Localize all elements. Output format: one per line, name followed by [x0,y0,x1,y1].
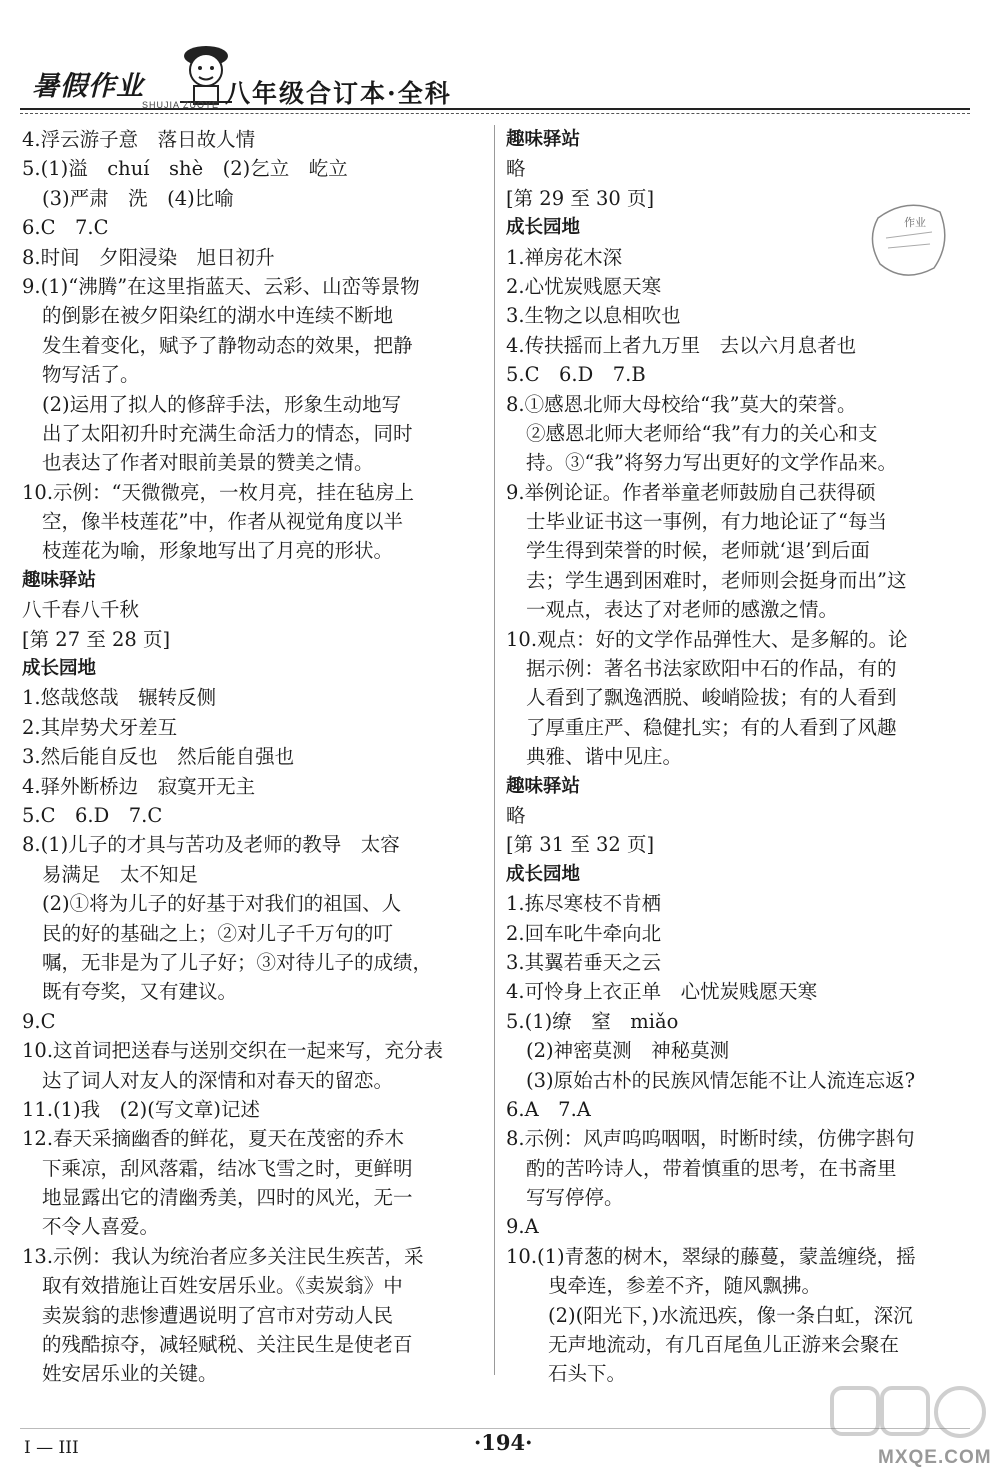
answer-line: [第 29 至 30 页] [506,186,655,210]
answer-line: 典雅、谐中见庄。 [526,745,683,769]
answer-line: 10.示例：“天微微亮，一枚月亮，挂在毡房上 [22,480,414,504]
answer-line: 略 [506,803,526,827]
header-divider-dashed [20,113,970,114]
answer-line: 2.回车叱牛牵向北 [506,921,662,945]
answer-line: 下乘凉，刮风落霜，结冰飞雪之时，更鲜明 [42,1156,413,1180]
answer-line: 5.C 6.D 7.B [506,363,646,387]
answer-line: 4.可怜身上衣正单 心忧炭贱愿天寒 [506,980,818,1004]
page-number: ·194· [474,1430,533,1455]
answer-line: 据示例：著名书法家欧阳中石的作品，有的 [526,657,897,681]
answer-line: 达了词人对友人的深情和对春天的留恋。 [42,1068,394,1092]
answer-line: 士毕业证书这一事例，有力地论证了“每当 [526,510,887,534]
answer-line: 姓安居乐业的关键。 [42,1362,218,1386]
answer-line: 4.传扶摇而上者九万里 去以六月息者也 [506,333,857,357]
answer-line: (2)神密莫测 神秘莫测 [526,1039,730,1063]
answer-line: 12.春天采摘幽香的鲜花，夏天在茂密的乔木 [22,1127,405,1151]
answer-line: 9.A [506,1215,539,1239]
answer-line: 人看到了飘逸洒脱、峻峭险拔；有的人看到 [526,686,897,710]
answer-line: (3)原始古朴的民族风情怎能不让人流连忘返? [526,1068,916,1092]
answer-line: 3.其翼若垂天之云 [506,950,662,974]
answer-line: 一观点，表达了对老师的感激之情。 [526,598,839,622]
answers-right-column [506,125,976,1389]
stamp-seal-icon [868,198,950,280]
answer-line: 取有效措施让百姓安居乐业。《卖炭翁》中 [42,1274,403,1298]
answer-line: 物写活了。 [42,363,140,387]
answer-line: 嘱，无非是为了儿子好；③对待儿子的成绩， [42,950,433,974]
answer-line: (2)①将为儿子的好基于对我们的祖国、人 [42,892,402,916]
answer-line: (2)运用了拟人的修辞手法，形象生动地写 [42,392,402,416]
answer-line: 石头下。 [548,1362,627,1386]
answer-line: 4.驿外断桥边 寂寞开无主 [22,774,256,798]
answer-line: 民的好的基础之上；②对儿子千万句的叮 [42,921,394,945]
answer-line: 5.C 6.D 7.C [22,803,163,827]
answer-line: ②感恩北师大老师给“我”有力的关心和支 [526,421,878,445]
answer-line: 8.①感恩北师大母校给“我”莫大的荣誉。 [506,392,857,416]
answer-line: 也表达了作者对眼前美景的赞美之情。 [42,451,374,475]
answer-line: [第 31 至 32 页] [506,833,655,857]
answer-line: 8.示例：风声呜呜咽咽，时断时续，仿佛字斟句 [506,1127,915,1151]
answer-line: 1.禅房花木深 [506,245,623,269]
answer-line: 持。③“我”将努力写出更好的文学作品来。 [526,451,897,475]
answer-line: 去；学生遇到困难时，老师则会挺身而出”这 [526,568,907,592]
section-heading: 成长园地 [22,658,97,680]
section-heading: 趣味驿站 [506,129,581,150]
watermark-text: MXQE.COM [878,1447,992,1468]
section-heading: 成长园地 [506,863,581,885]
answer-line: 无声地流动，有几百尾鱼儿正游来会聚在 [548,1333,900,1357]
answer-line: 学生得到荣誉的时候，老师就‘退’到后面 [526,539,870,563]
answer-line: 13.示例：我认为统治者应多关注民生疾苦，采 [22,1244,424,1268]
answer-line: 易满足 太不知足 [42,862,199,886]
answer-line: 9.举例论证。作者举童老师鼓励自己获得硕 [506,480,876,504]
answer-line: 5.(1)溢 chuí shè (2)乞立 屹立 [22,157,348,181]
header-divider [20,108,970,110]
answer-line: 发生着变化，赋予了静物动态的效果，把静 [42,333,413,357]
answer-line: 3.然后能自反也 然后能自强也 [22,745,295,769]
section-heading: 趣味驿站 [22,569,97,591]
answer-line: 2.其岸势犬牙差互 [22,715,178,739]
answer-line: 9.C [22,1009,56,1033]
answer-line: 8.时间 夕阳浸染 旭日初升 [22,245,275,269]
answer-line: 2.心忧炭贱愿天寒 [506,274,662,298]
answer-line: 1.悠哉悠哉 辗转反侧 [22,686,217,710]
answer-line: 6.C 7.C [22,216,109,240]
answer-line: 1.拣尽寒枝不肯栖 [506,892,662,916]
answer-line: 出了太阳初升时充满生命活力的情态，同时 [42,421,413,445]
answer-line: 4.浮云游子意 落日故人情 [22,128,256,151]
answer-line: (2)(阳光下，)水流迅疾，像一条白虹，深沉 [548,1303,913,1327]
answer-line: 写写停停。 [526,1186,624,1210]
answer-line: 11.(1)我 (2)(写文章)记述 [22,1097,260,1121]
answer-line: 了厚重庄严、稳健扎实；有的人看到了风趣 [526,715,897,739]
answer-line: [第 27 至 28 页] [22,627,171,651]
column-divider [494,125,495,1375]
logo-subtitle: SHUJIA ZUOYE [142,100,220,110]
answer-line: 3.生物之以息相吹也 [506,304,681,328]
answer-line: 的倒影在被夕阳染红的湖水中连续不断地 [42,304,394,328]
answer-line: 既有夸奖，又有建议。 [42,980,238,1004]
answer-line: (3)严肃 洗 (4)比喻 [42,186,234,210]
answer-line: 10.这首词把送春与送别交织在一起来写，充分表 [22,1039,444,1063]
svg-text:作业: 作业 [904,216,926,229]
logo-title: 暑假作业 [32,71,144,102]
answer-line: 9.(1)“沸腾”在这里指蓝天、云彩、山峦等景物 [22,274,420,298]
section-heading: 成长园地 [506,217,581,239]
answer-line: 曳牵连，参差不齐，随风飘拂。 [548,1274,822,1298]
answer-line: 略 [506,157,526,181]
section-heading: 趣味驿站 [506,775,581,797]
answer-line: 酌的苦吟诗人，带着慎重的思考，在书斋里 [526,1156,897,1180]
answer-line: 卖炭翁的悲惨遭遇说明了宫市对劳动人民 [42,1303,394,1327]
section-roman-numeral: I — III [24,1438,79,1458]
answer-line: 地显露出它的清幽秀美，四时的风光，无一 [42,1186,413,1210]
answer-line: 空，像半枝莲花”中，作者从视觉角度以半 [42,510,403,534]
answer-line: 枝莲花为喻，形象地写出了月亮的形状。 [42,539,394,563]
answer-line: 不令人喜爱。 [42,1215,160,1239]
answer-line: 的残酷掠夺，减轻赋税、关注民生是使老百 [42,1333,413,1357]
book-title: 八年级合订本·全科 [225,79,452,108]
answer-line: 8.(1)儿子的才具与苦功及老师的教导 太容 [22,833,400,857]
answer-line: 5.(1)缭 窒 miǎo [506,1009,679,1033]
answers-left-column [22,125,480,1389]
answer-line: 10.(1)青葱的树木，翠绿的藤蔓，蒙盖缠绕，摇 [506,1244,916,1268]
answer-line: 10.观点：好的文学作品弹性大、是多解的。论 [506,627,908,651]
answer-line: 八千春八千秋 [22,598,140,622]
answer-line: 6.A 7.A [506,1097,591,1121]
page-header [20,28,980,108]
